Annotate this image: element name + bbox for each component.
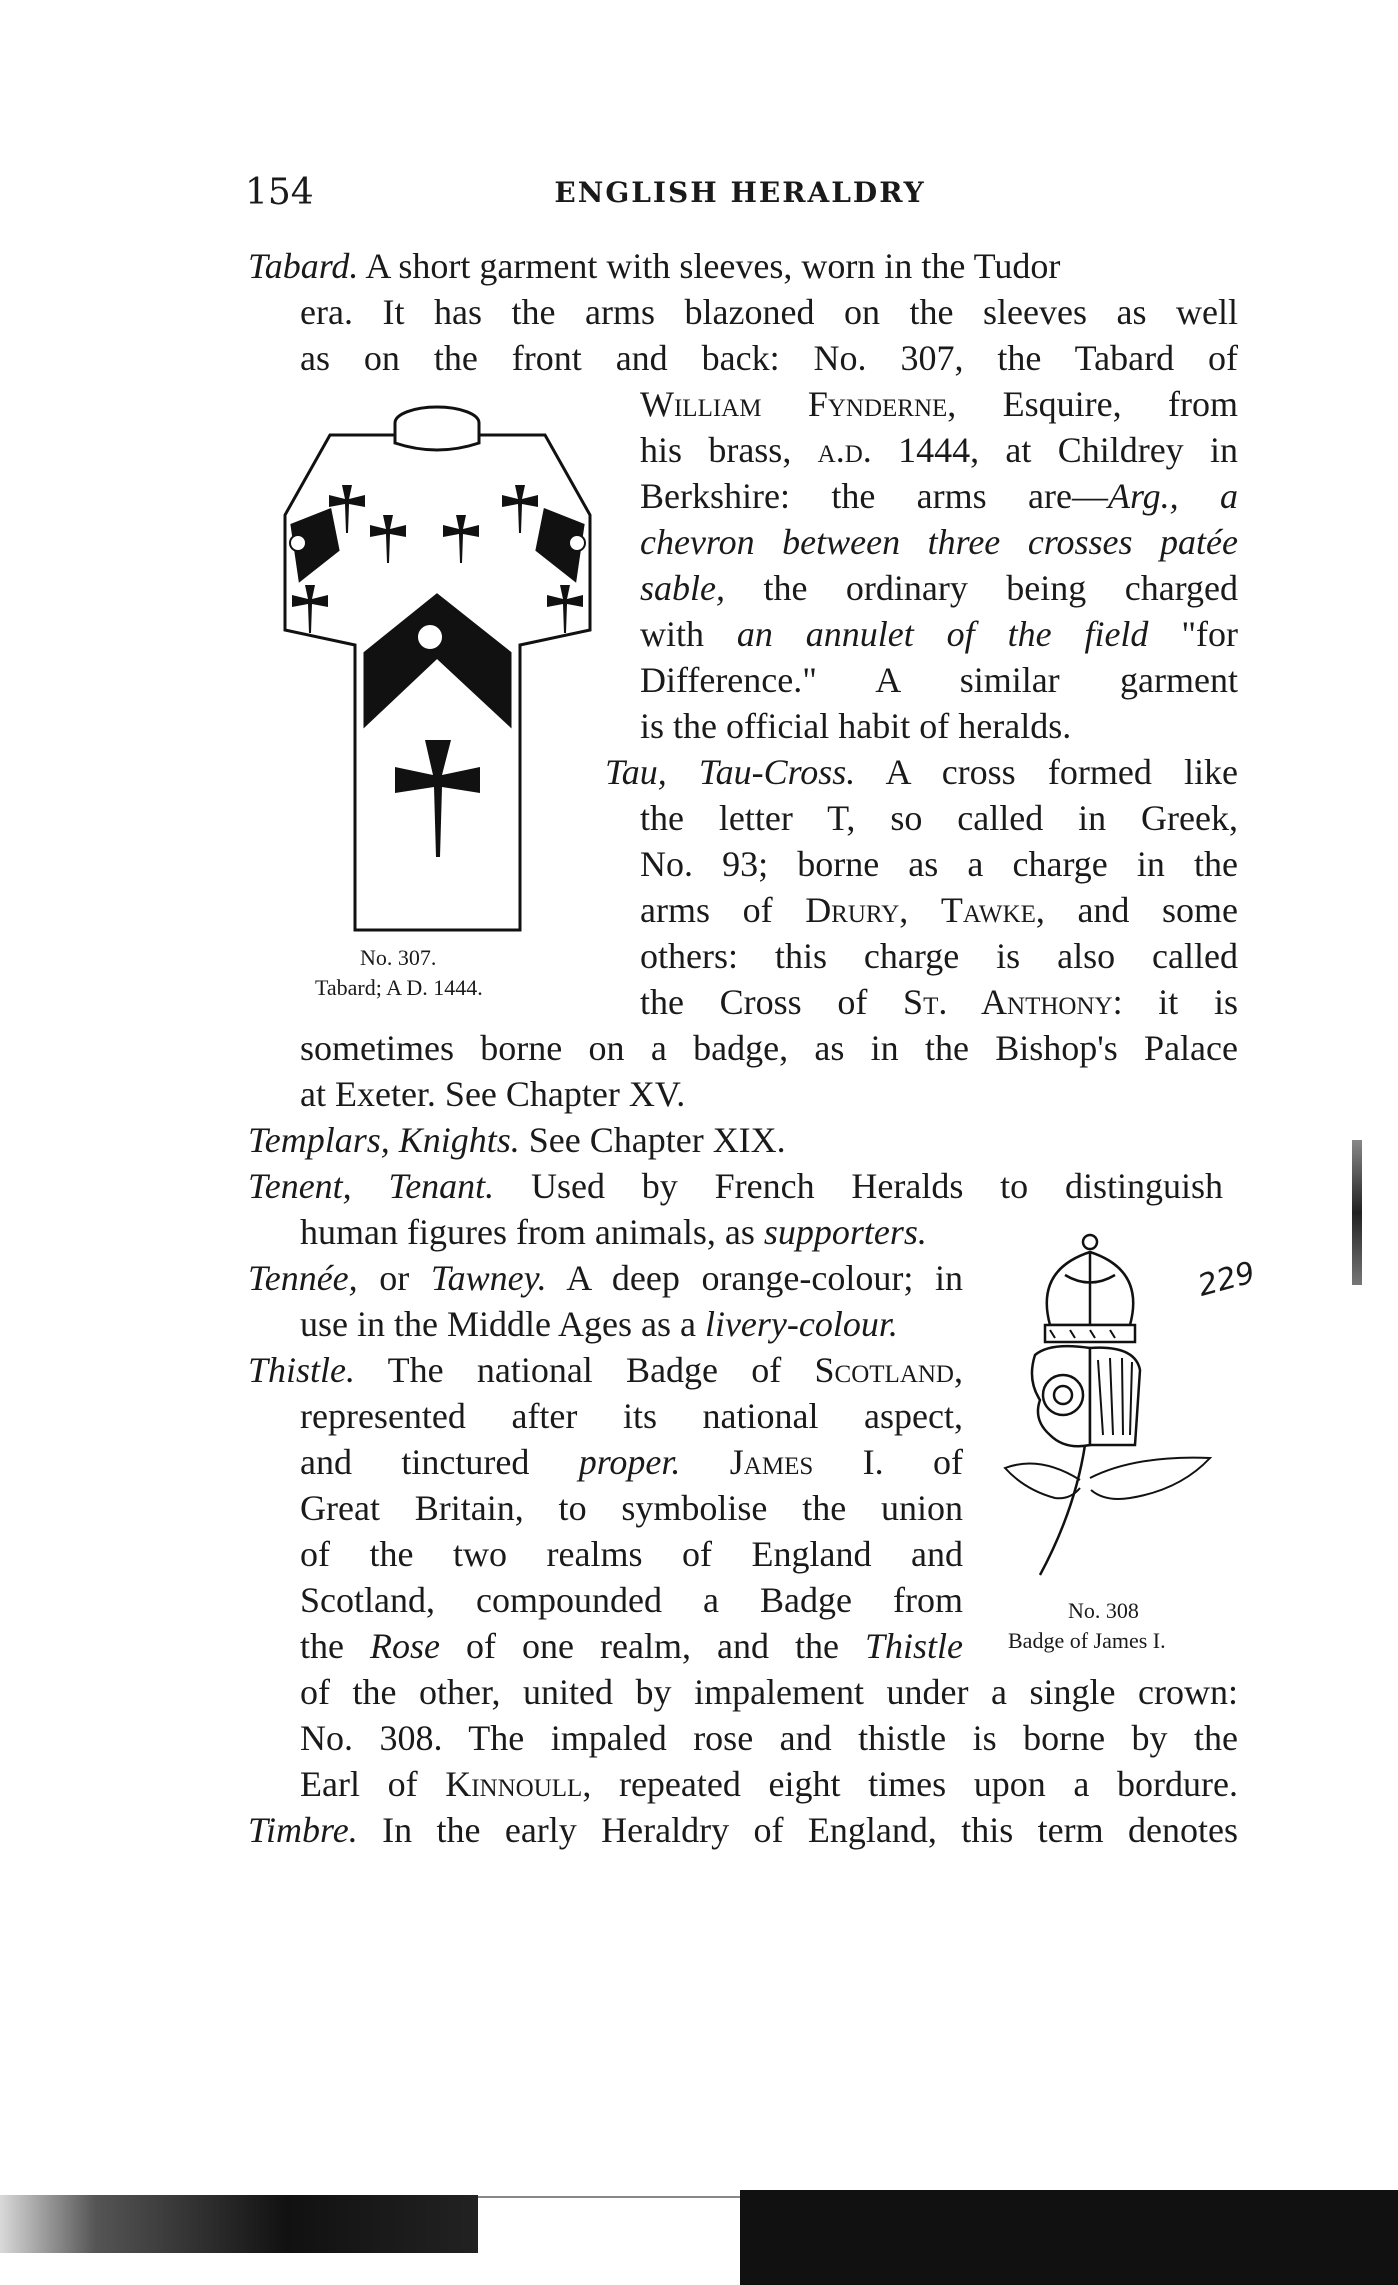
term-tennee: Tennée, <box>248 1258 358 1298</box>
text-line-31: the Rose of one realm, and the Thistle <box>300 1626 964 1666</box>
text-line-16: others: this charge is also called <box>640 936 1238 976</box>
text-line-3: as on the front and back: No. 307, the Tabard of <box>300 338 1238 378</box>
scan-bottom-bar-left <box>0 2195 478 2253</box>
text-line-23: Tennée, or Tawney. A deep orange-colour; in <box>248 1258 963 1298</box>
text-line-30: Scotland, compounded a Badge from <box>300 1580 963 1620</box>
text-line-10: Difference." A similar garment <box>640 660 1238 700</box>
term-tabard: Tabard. <box>248 246 359 286</box>
text-line-34: Earl of Kinnoull, repeated eight times upon a bordure. <box>300 1764 1238 1804</box>
tabard-illustration <box>270 395 605 935</box>
text-line-9: with an annulet of the field "for <box>640 614 1239 654</box>
text-line-29: of the two realms of England and <box>300 1534 963 1574</box>
text-line-32: of the other, united by impalement under a single crown: <box>300 1672 1238 1712</box>
text-line-13: the letter T, so called in Greek, <box>640 798 1238 838</box>
text-line-14: No. 93; borne as a charge in the <box>640 844 1238 884</box>
text-line-21: Tenent, Tenant. Used by French Heralds to distinguish <box>248 1166 1223 1206</box>
text-line-7: chevron between three crosses patée <box>640 522 1238 562</box>
figure-308-caption-line1: No. 308 <box>1068 1598 1139 1623</box>
text-line-20: Templars, Knights. See Chapter XIX. <box>248 1120 786 1160</box>
text-line-33: No. 308. The impaled rose and thistle is borne by the <box>300 1718 1238 1758</box>
term-tau: Tau, Tau-Cross. <box>605 752 856 792</box>
term-thistle: Thistle. <box>248 1350 356 1390</box>
text-line-1: Tabard. A short garment with sleeves, worn in the Tudor <box>248 246 1061 286</box>
text-line-5: his brass, a.d. 1444, at Childrey in <box>640 430 1238 470</box>
text-line-28: Great Britain, to symbolise the union <box>300 1488 963 1528</box>
figure-307-caption-line1: No. 307. <box>360 945 437 970</box>
figure-307-caption-line2: Tabard; A D. 1444. <box>315 975 483 1000</box>
text-line-24: use in the Middle Ages as a livery-colour. <box>300 1304 898 1344</box>
term-timbre: Timbre. <box>248 1810 358 1850</box>
text-line-25: Thistle. The national Badge of Scotland, <box>248 1350 963 1390</box>
text-line-35: Timbre. In the early Heraldry of England, this term denotes <box>248 1810 1238 1850</box>
text-line-19: at Exeter. See Chapter XV. <box>300 1074 686 1114</box>
running-header <box>245 172 1235 222</box>
text-line-26: represented after its national aspect, <box>300 1396 963 1436</box>
text-line-6: Berkshire: the arms are—Arg., a <box>640 476 1238 516</box>
scan-bottom-bar-right <box>740 2190 1398 2285</box>
scan-bottom-rule <box>478 2196 740 2198</box>
text-line-18: sometimes borne on a badge, as in the Bishop's Palace <box>300 1028 1238 1068</box>
scan-edge-mark <box>1352 1140 1362 1285</box>
figure-308-caption-line2: Badge of James I. <box>1008 1628 1166 1653</box>
running-title: ENGLISH HERALDRY <box>554 176 926 209</box>
text-line-17: the Cross of St. Anthony: it is <box>640 982 1238 1022</box>
text-line-12: Tau, Tau-Cross. A cross formed like <box>605 752 1238 792</box>
text-line-15: arms of Drury, Tawke, and some <box>640 890 1239 930</box>
page-number: 154 <box>245 172 314 213</box>
text-line-8: sable, the ordinary being charged <box>640 568 1238 608</box>
text-line-4: William Fynderne, Esquire, from <box>640 384 1238 424</box>
term-tenent: Tenent, Tenant. <box>248 1166 495 1206</box>
margin-annotation: 229 <box>1194 1255 1259 1304</box>
text-line-11: is the official habit of heralds. <box>640 706 1072 746</box>
text-line-27: and tinctured proper. James I. of <box>300 1442 964 1482</box>
text-line-22: human figures from animals, as supporters. <box>300 1212 927 1252</box>
term-templars: Templars, Knights. <box>248 1120 520 1160</box>
text-line-2: era. It has the arms blazoned on the sleeves as well <box>300 292 1238 332</box>
